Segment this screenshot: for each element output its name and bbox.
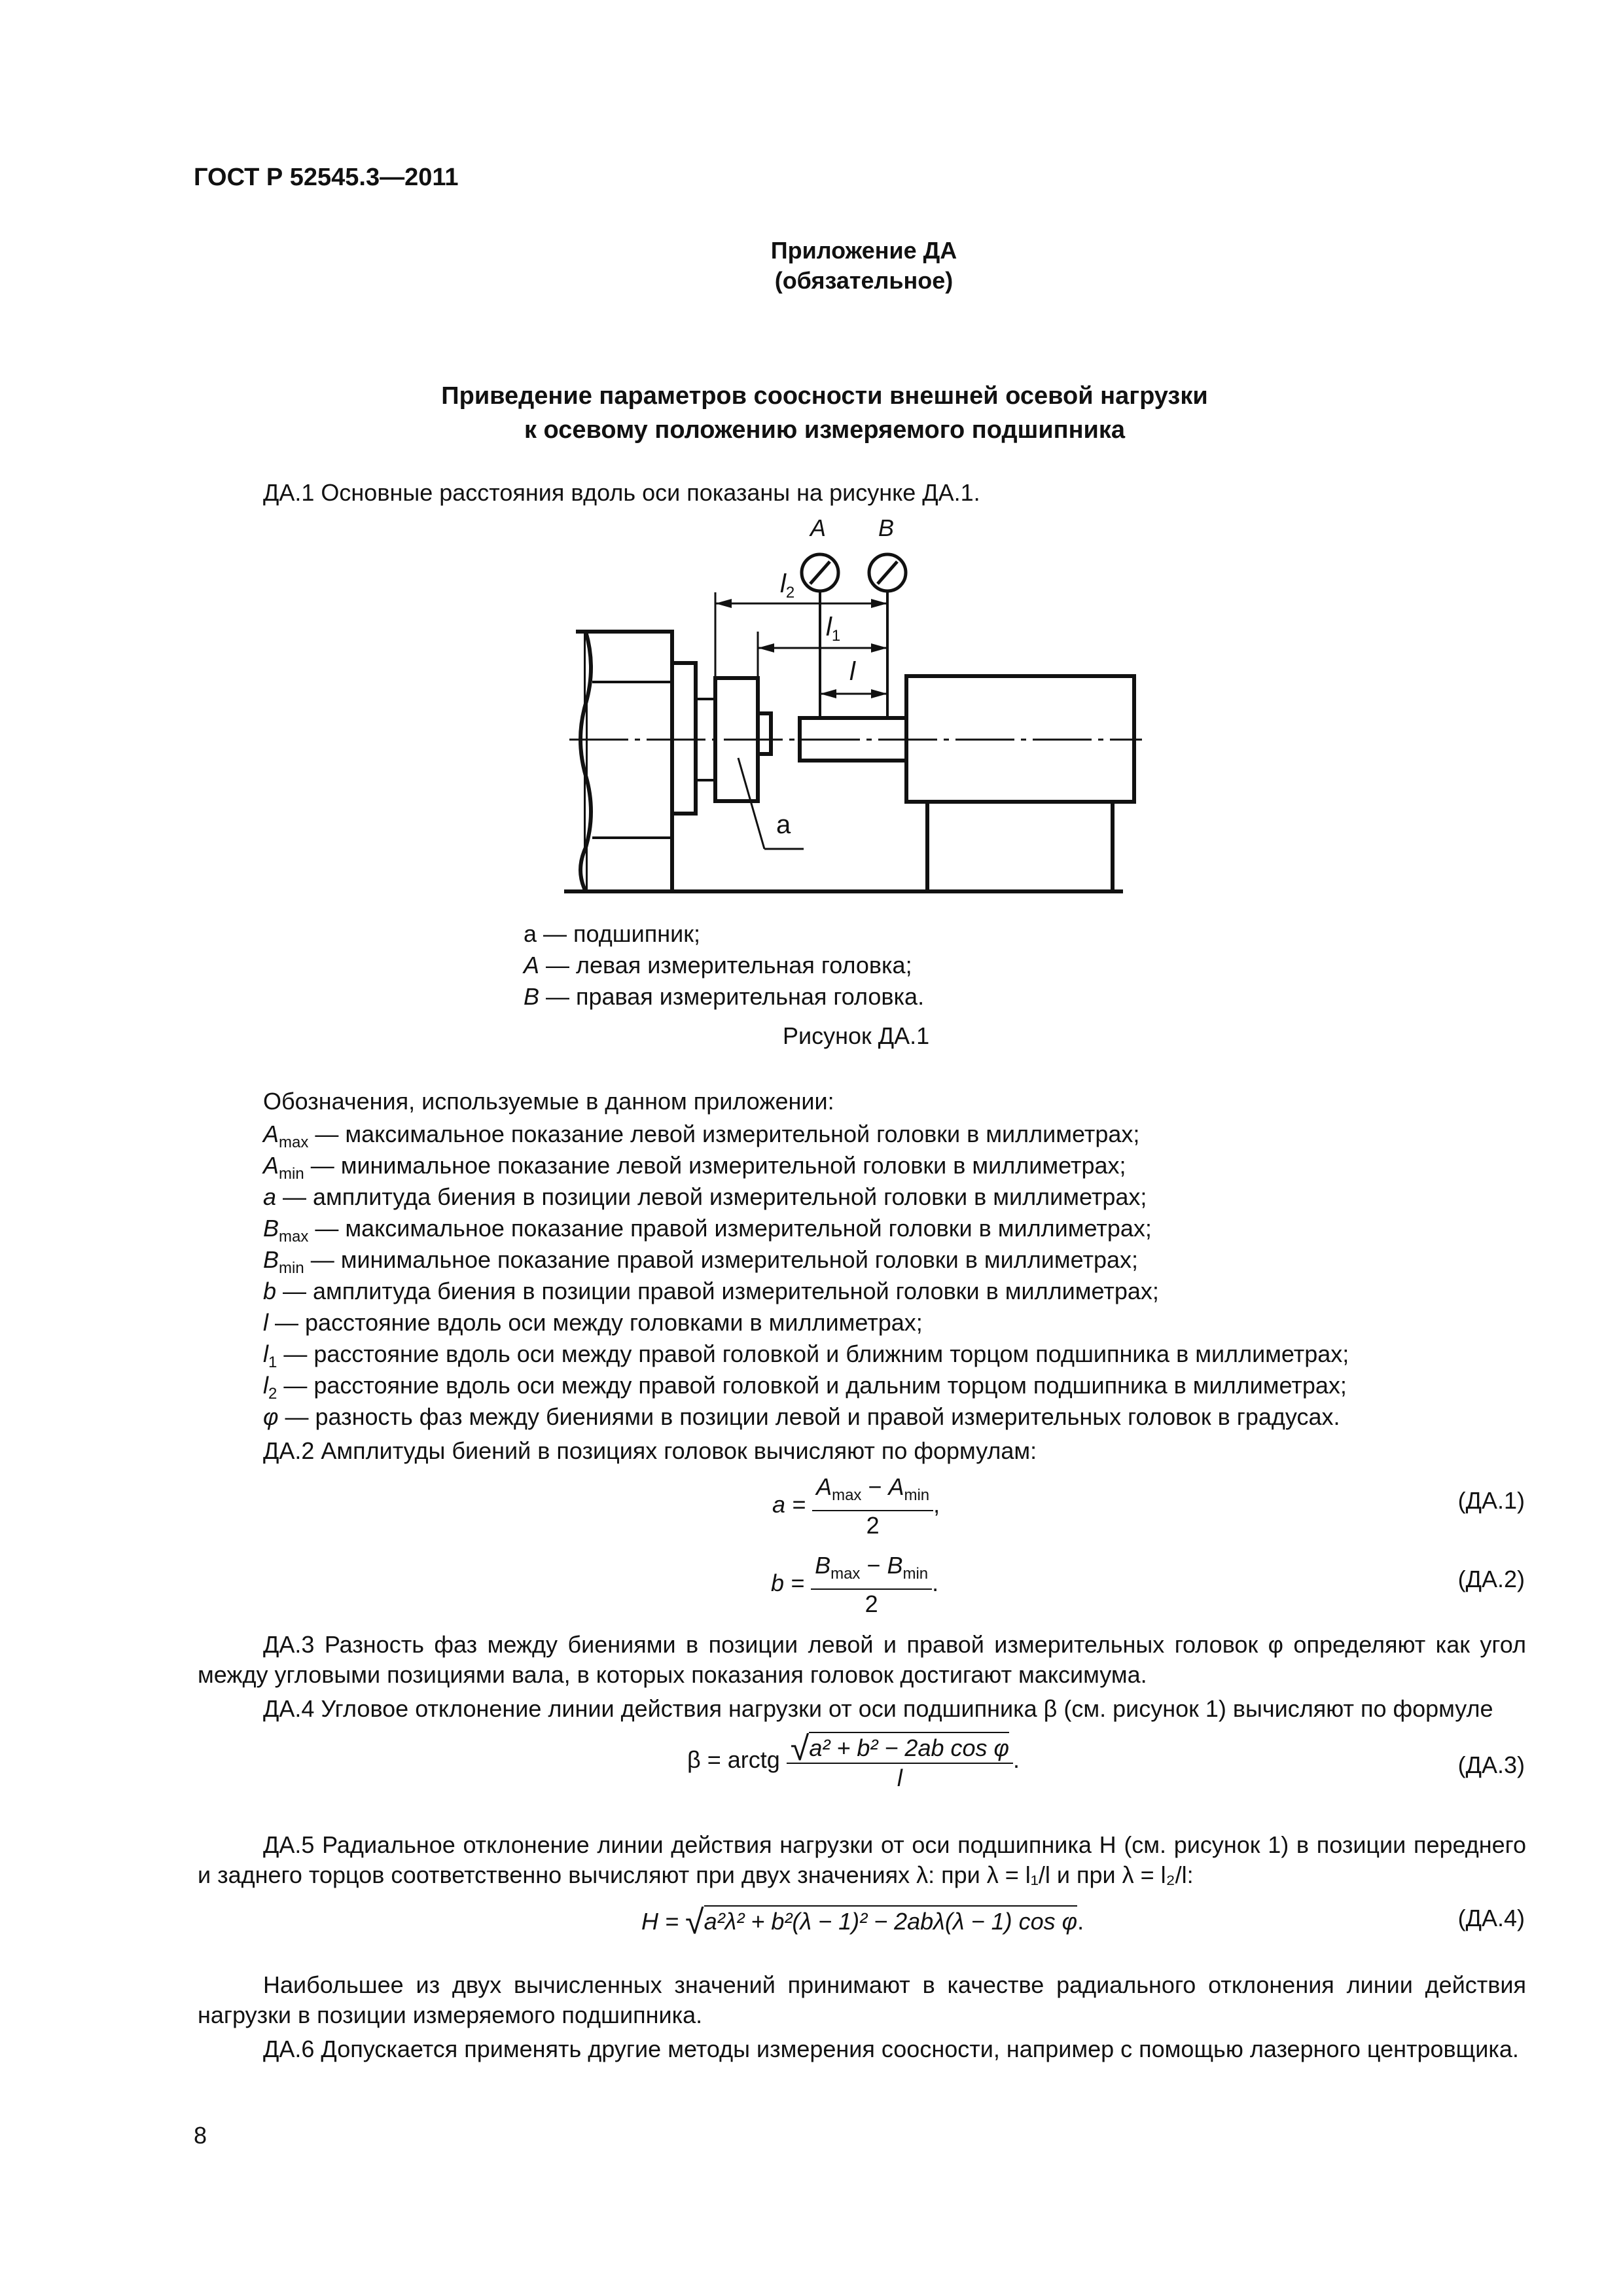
label-gauge-b: B xyxy=(878,514,895,541)
clause-da1: ДА.1 Основные расстояния вдоль оси показаны на рисунке ДА.1. xyxy=(263,479,980,506)
formula-da4: H = √a²λ² + b²(λ − 1)² − 2abλ(λ − 1) cos φ. xyxy=(641,1903,1084,1941)
hub xyxy=(758,713,771,754)
paragraph-max-value: Наибольшее из двух вычисленных значений принимают в качестве радиального отклонения линии действия нагрузки в позиции измеряемого подшипника. xyxy=(198,1971,1526,2028)
notation-item: a — амплитуда биения в позиции левой измерительной головки в миллиметрах; xyxy=(263,1183,1147,1210)
appendix-status: (обязательное) xyxy=(774,267,954,294)
notation-item: $B_{min}$ — минимальное показание правой измерительной головки в миллиметрах; xyxy=(263,1246,1139,1277)
clause-da2: ДА.2 Амплитуды биений в позициях головок вычисляют по формулам: xyxy=(263,1437,1037,1464)
label-dim-l1: $l_1$ xyxy=(826,613,841,645)
clause-da6: ДА.6 Допускается применять другие методы измерения соосности, например с помощью лазерного центровщика. xyxy=(263,2036,1519,2062)
notation-item: l — расстояние вдоль оси между головками в миллиметрах; xyxy=(263,1309,923,1336)
clause-da4: ДА.4 Угловое отклонение линии действия нагрузки от оси подшипника β (см. рисунок 1) вычисляют по формуле xyxy=(263,1695,1493,1722)
section-title-line2: к осевому положению измеряемого подшипника xyxy=(524,416,1126,444)
notation-item: $l_1$ — расстояние вдоль оси между правой головкой и ближним торцом подшипника в миллиметрах; xyxy=(263,1340,1349,1371)
flange xyxy=(672,663,696,814)
clause-da5: ДА.5 Радиальное отклонение линии действия нагрузки от оси подшипника H (см. рисунок 1) в позиции переднего и заднего торцов соответственно вычисляют при двух значениях λ: при λ = l₁/l и при λ = l₂/l: xyxy=(198,1831,1526,1888)
formula-label-da4: (ДА.4) xyxy=(1457,1905,1525,1931)
formula-da2: b = $\frac{B_{max} - B_{min}}{2}$ . xyxy=(771,1552,939,1617)
notation-item: $l_2$ — расстояние вдоль оси между правой головкой и дальним торцом подшипника в миллиметрах; xyxy=(263,1372,1347,1403)
figure-caption: Рисунок ДА.1 xyxy=(783,1022,930,1049)
page-number: 8 xyxy=(194,2122,207,2149)
figure-da1 xyxy=(556,511,1145,916)
notation-item: φ — разность фаз между биениями в позиции левой и правой измерительных головок в градусах. xyxy=(263,1403,1340,1430)
notation-intro: Обозначения, используемые в данном приложении: xyxy=(263,1088,834,1115)
label-gauge-a: A xyxy=(810,514,827,541)
legend-item: а — подшипник; xyxy=(524,920,700,947)
formula-label-da1: (ДА.1) xyxy=(1457,1487,1525,1514)
notation-item: $A_{max}$ — максимальное показание левой измерительной головки в миллиметрах; xyxy=(263,1121,1140,1151)
legend-item: B — правая измерительная головка. xyxy=(524,983,925,1010)
label-dim-l: l xyxy=(849,657,855,686)
doc-code: ГОСТ Р 52545.3—2011 xyxy=(194,164,459,191)
formula-label-da3: (ДА.3) xyxy=(1457,1751,1525,1778)
appendix-title: Приложение ДА xyxy=(770,237,957,264)
label-dim-l2: $l_2$ xyxy=(780,569,795,601)
clause-da3: ДА.3 Разность фаз между биениями в позиции левой и правой измерительных головок φ определяют как угол между угловыми позициями вала, в которых показания головок достигают максимума. xyxy=(198,1631,1526,1688)
notation-item: $B_{max}$ — максимальное показание правой измерительной головки в миллиметрах; xyxy=(263,1215,1152,1246)
callout-a: а xyxy=(776,810,791,839)
formula-label-da2: (ДА.2) xyxy=(1457,1566,1525,1592)
left-housing xyxy=(586,632,672,891)
formula-da1: a = $\frac{A_{max} - A_{min}}{2}$ , xyxy=(772,1473,940,1539)
notation-item: b — амплитуда биения в позиции правой измерительной головки в миллиметрах; xyxy=(263,1278,1159,1304)
notation-item: $A_{min}$ — минимальное показание левой измерительной головки в миллиметрах; xyxy=(263,1152,1126,1183)
legend-item: A — левая измерительная головка; xyxy=(524,952,912,978)
formula-da3: β = arctg $\frac{\text{√a² + b² − 2ab cos φ}}{l}$ . xyxy=(687,1730,1020,1791)
section-title-line1: Приведение параметров соосности внешней осевой нагрузки xyxy=(441,382,1208,410)
